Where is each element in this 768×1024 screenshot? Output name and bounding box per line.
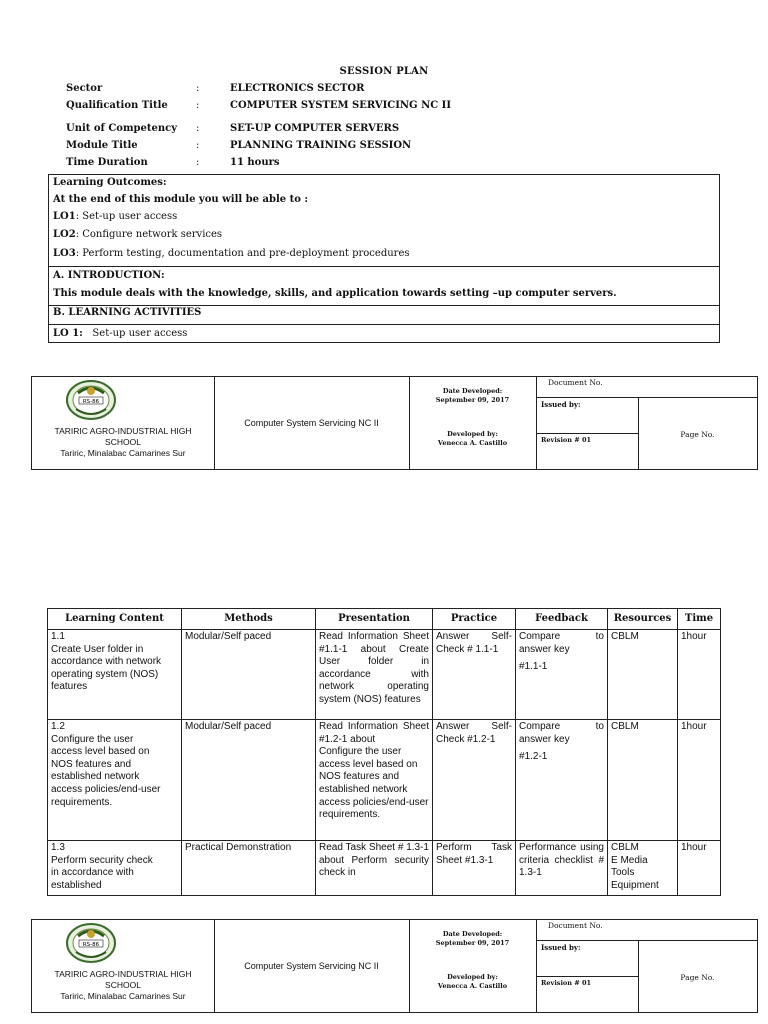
divider [49,324,719,325]
method-cell: Modular/Self paced [182,720,316,841]
school-address: Tariric, Minalabac Camarines Sur [60,991,186,1001]
learning-content: Create User folder in accordance with network operating system (NOS) features [51,643,162,693]
row-number: 1.1 [51,631,65,642]
table-header-row [48,609,721,630]
developer-name: Venecca A. Castillo [437,439,508,447]
page-no: Page No. [680,430,715,439]
lo1-line [53,328,187,339]
course-title: Computer System Servicing NC II [244,961,379,971]
practice-cell: Answer Self-Check #1.2-1 [433,720,516,841]
meta-label: Unit of Competency [66,123,178,134]
practice-cell: Answer Self-Check # 1.1-1 [433,630,516,720]
outcome-code: LO1 [53,211,76,222]
revision: Revision # 01 [541,436,591,444]
footer-divider [536,377,537,469]
issued-by: Issued by: [541,943,581,952]
document-no: Document No. [548,921,603,930]
resources-cell: CBLM [608,630,678,720]
developed-by [409,973,536,991]
table-row [48,841,721,896]
meta-value: 11 hours [230,157,280,168]
presentation-cell [316,841,433,896]
lo1-text: Set-up user access [92,328,188,339]
column-header: Learning Content [48,609,182,630]
learning-content-cell [48,630,182,720]
row-number: 1.3 [51,842,65,853]
school-address: Tariric, Minalabac Camarines Sur [60,448,186,458]
date-value: September 09, 2017 [435,939,510,947]
meta-label: Sector [66,83,103,94]
feedback-key: #1.1-1 [519,661,548,673]
presentation-text: Read Task Sheet # 1.3-1 about Perform security check in [319,842,429,879]
page-no: Page No. [680,973,715,982]
learning-outcomes-box [48,174,720,343]
meta-label: Time Duration [66,157,148,168]
table-row [48,720,721,841]
feedback-text: Compare to answer key [519,631,604,655]
issued-by: Issued by: [541,400,581,409]
column-header: Feedback [516,609,608,630]
row-number: 1.2 [51,721,65,732]
meta-value: PLANNING TRAINING SESSION [230,140,412,151]
learning-content: Perform security check in accordance with established [51,854,153,891]
method-cell: Practical Demonstration [182,841,316,896]
school-name [32,426,214,459]
meta-value: SET-UP COMPUTER SERVERS [230,123,400,134]
document-no: Document No. [548,378,603,387]
column-header: Practice [433,609,516,630]
outcome-text: : Configure network services [75,229,223,240]
meta-colon: : [196,140,200,151]
presentation-body: Configure the user access level based on NOS features and established network access policies/end-user requirements. [319,746,429,821]
time-cell: 1hour [678,841,721,896]
developer-label: Developed by: [447,973,498,981]
outcome-code: LO2 [53,229,76,240]
column-header: Methods [182,609,316,630]
outcome-text: : Perform testing, documentation and pre-deployment procedures [75,248,410,259]
learning-activities-table [47,608,721,896]
time-cell: 1hour [678,630,721,720]
presentation-cell [316,720,433,841]
meta-colon: : [196,123,200,134]
date-developed [409,387,536,405]
logo-text: RS-86 [82,399,100,405]
meta-colon: : [196,100,200,111]
date-label: Date Developed: [442,387,503,395]
school-name [32,969,214,1002]
outcome-lo2 [53,229,222,240]
developer-label: Developed by: [447,430,498,438]
footer-divider [536,976,638,977]
resource-item: Tools [611,867,635,879]
feedback-text: Compare to answer key [519,721,604,745]
feedback-cell [516,720,608,841]
developer-name: Venecca A. Castillo [437,982,508,990]
resource-item: CBLM [611,842,639,853]
presentation-cell: Read Information Sheet #1.1-1 about Create User folder in accordance with network operating system (NOS) features [316,630,433,720]
footer-divider [536,397,757,398]
meta-value: COMPUTER SYSTEM SERVICING NC II [230,100,452,111]
column-header: Resources [608,609,678,630]
logo-text: RS-86 [82,942,100,948]
meta-label: Module Title [66,140,138,151]
document-footer [31,919,758,1013]
meta-label: Qualification Title [66,100,168,111]
school-line2: SCHOOL [105,980,141,990]
table-row [48,630,721,720]
practice-cell: Perform Task Sheet #1.3-1 [433,841,516,896]
divider [49,305,719,306]
presentation-lead: Read Information Sheet #1.2-1 about [319,721,429,745]
outcomes-heading: Learning Outcomes: [53,177,167,188]
learning-content-cell [48,841,182,896]
outcome-lo1 [53,211,177,222]
school-line1: TARIRIC AGRO-INDUSTRIAL HIGH [54,426,192,436]
resource-item: Equipment [611,879,659,891]
school-line2: SCHOOL [105,437,141,447]
feedback-cell: Performance using criteria checklist # 1.3-1 [516,841,608,896]
school-logo [64,922,118,964]
school-logo [64,379,118,421]
footer-divider [536,433,638,434]
footer-divider [536,920,537,1012]
date-value: September 09, 2017 [435,396,510,404]
date-developed [409,930,536,948]
page-title: SESSION PLAN [339,66,429,77]
learning-content-cell [48,720,182,841]
footer-divider [536,940,757,941]
course-title: Computer System Servicing NC II [244,418,379,428]
developed-by [409,430,536,448]
column-header: Time [678,609,721,630]
outcome-code: LO3 [53,248,76,259]
introduction-heading: A. INTRODUCTION: [53,270,165,281]
learning-content: Configure the user access level based on NOS features and established network access policies/end-user requirements. [51,733,161,808]
document-footer [31,376,758,470]
resources-cell [608,841,678,896]
introduction-text: This module deals with the knowledge, skills, and application towards setting –up computer servers. [53,288,617,299]
feedback-key: #1.2-1 [519,751,548,763]
lo1-code: LO 1: [53,328,83,339]
meta-colon: : [196,157,200,168]
meta-colon: : [196,83,200,94]
resource-item: E Media [611,854,648,866]
revision: Revision # 01 [541,979,591,987]
outcome-lo3 [53,248,410,259]
school-line1: TARIRIC AGRO-INDUSTRIAL HIGH [54,969,192,979]
meta-value: ELECTRONICS SECTOR [230,83,365,94]
outcome-text: : Set-up user access [75,211,178,222]
time-cell: 1hour [678,720,721,841]
column-header: Presentation [316,609,433,630]
divider [49,266,719,267]
feedback-cell [516,630,608,720]
resources-cell: CBLM [608,720,678,841]
outcomes-intro: At the end of this module you will be able to : [53,194,309,205]
date-label: Date Developed: [442,930,503,938]
method-cell: Modular/Self paced [182,630,316,720]
activities-heading: B. LEARNING ACTIVITIES [53,307,202,318]
